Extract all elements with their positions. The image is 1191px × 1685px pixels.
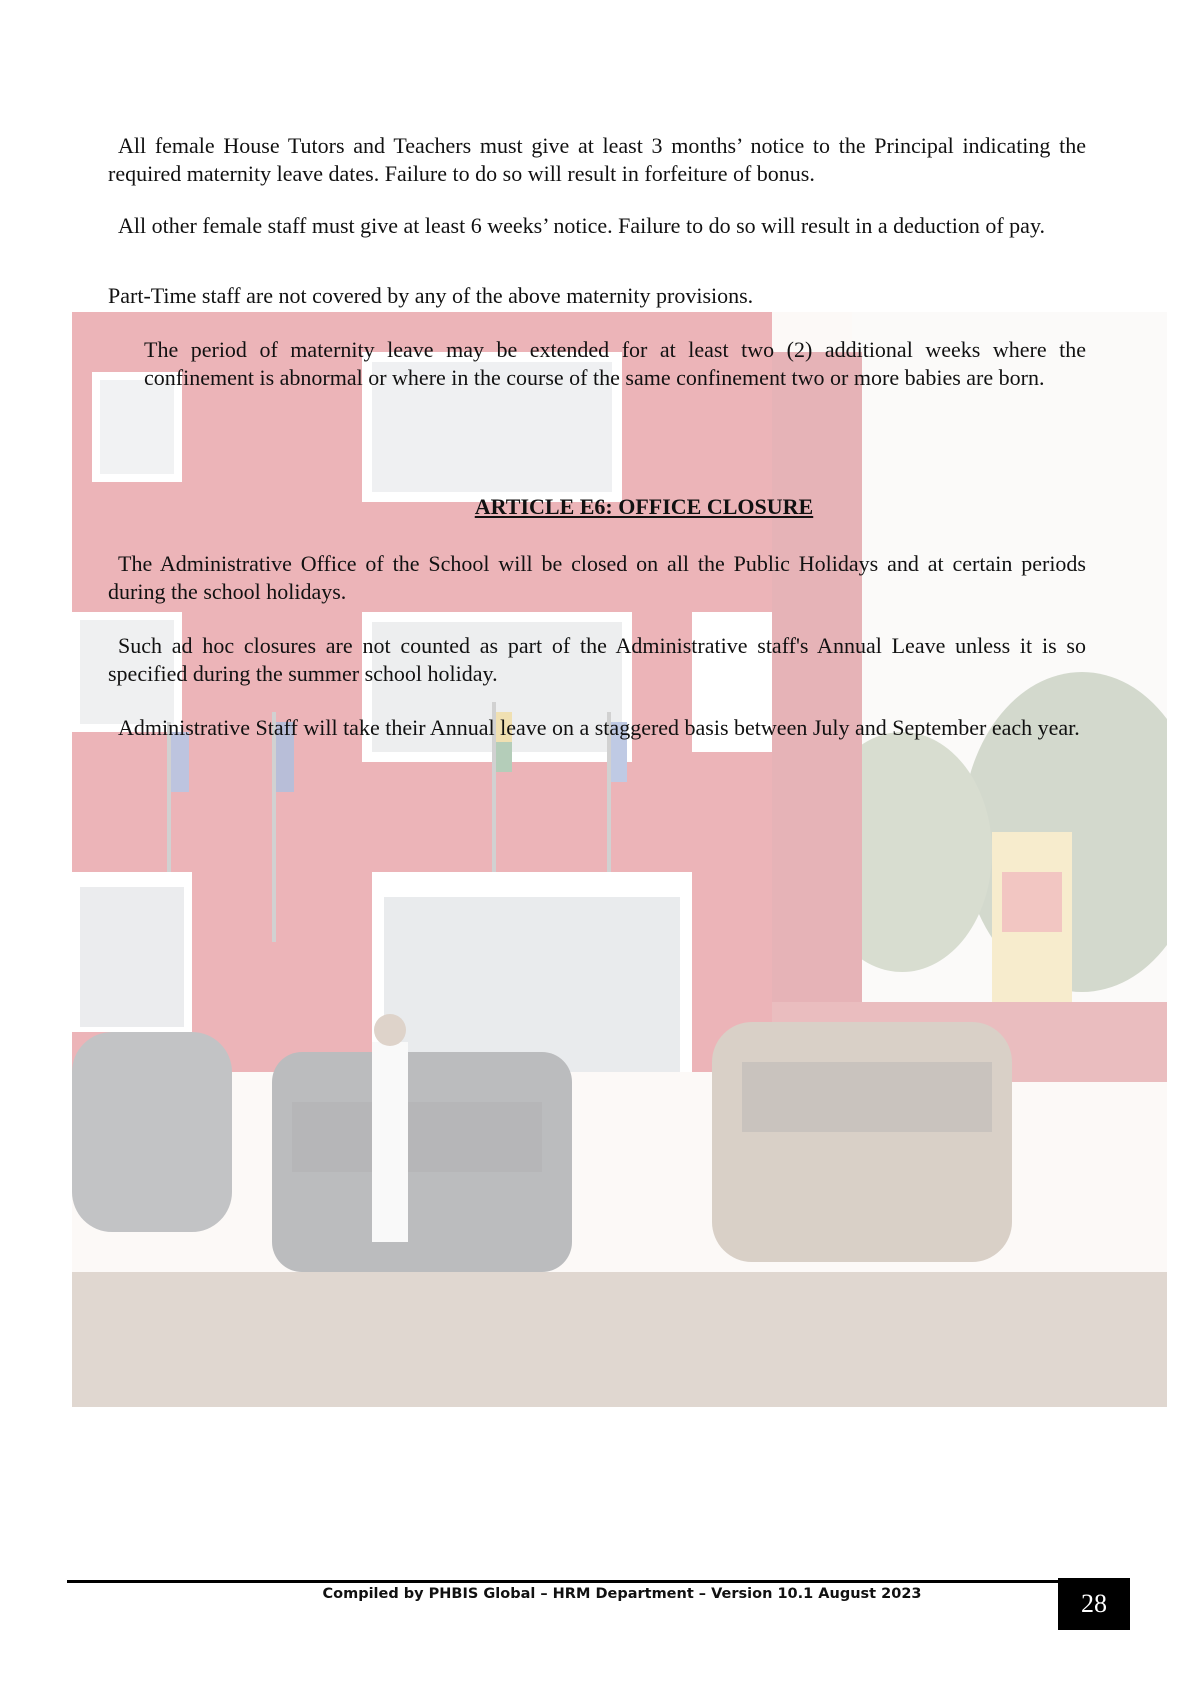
paragraph-maternity-notice-teachers: All female House Tutors and Teachers must give at least 3 months’ notice to the Principal indicating the required maternity leave dates. Failure to do so will result in forfeiture of bonus. (108, 133, 1086, 186)
article-heading: ARTICLE E6: OFFICE CLOSURE (474, 494, 814, 519)
paragraph-part-time-staff: Part-Time staff are not covered by any of the above maternity provisions. (108, 283, 754, 308)
paragraph-annual-leave: Administrative Staff will take their Annual leave on a staggered basis between July and September each year. (118, 715, 1080, 740)
background-building-photo (72, 312, 1167, 1407)
paragraph-maternity-extension: The period of maternity leave may be extended for at least two (2) additional weeks where the confinement is abnormal or where in the course of the same confinement two or more babies are born. (144, 337, 1086, 390)
paragraph-office-closure: The Administrative Office of the School will be closed on all the Public Holidays and at certain periods during the school holidays. (108, 551, 1086, 604)
footer-caption: Compiled by PHBIS Global – HRM Department – Version 10.1 August 2023 (322, 1586, 922, 1602)
footer-divider (67, 1580, 1127, 1583)
paragraph-ad-hoc-closures: Such ad hoc closures are not counted as part of the Administrative staff's Annual Leave unless it is so specified during the summer school holiday. (108, 633, 1086, 686)
paragraph-maternity-notice-other-staff: All other female staff must give at least 6 weeks’ notice. Failure to do so will result in a deduction of pay. (118, 213, 1046, 238)
page-number: 28 (1058, 1578, 1130, 1630)
